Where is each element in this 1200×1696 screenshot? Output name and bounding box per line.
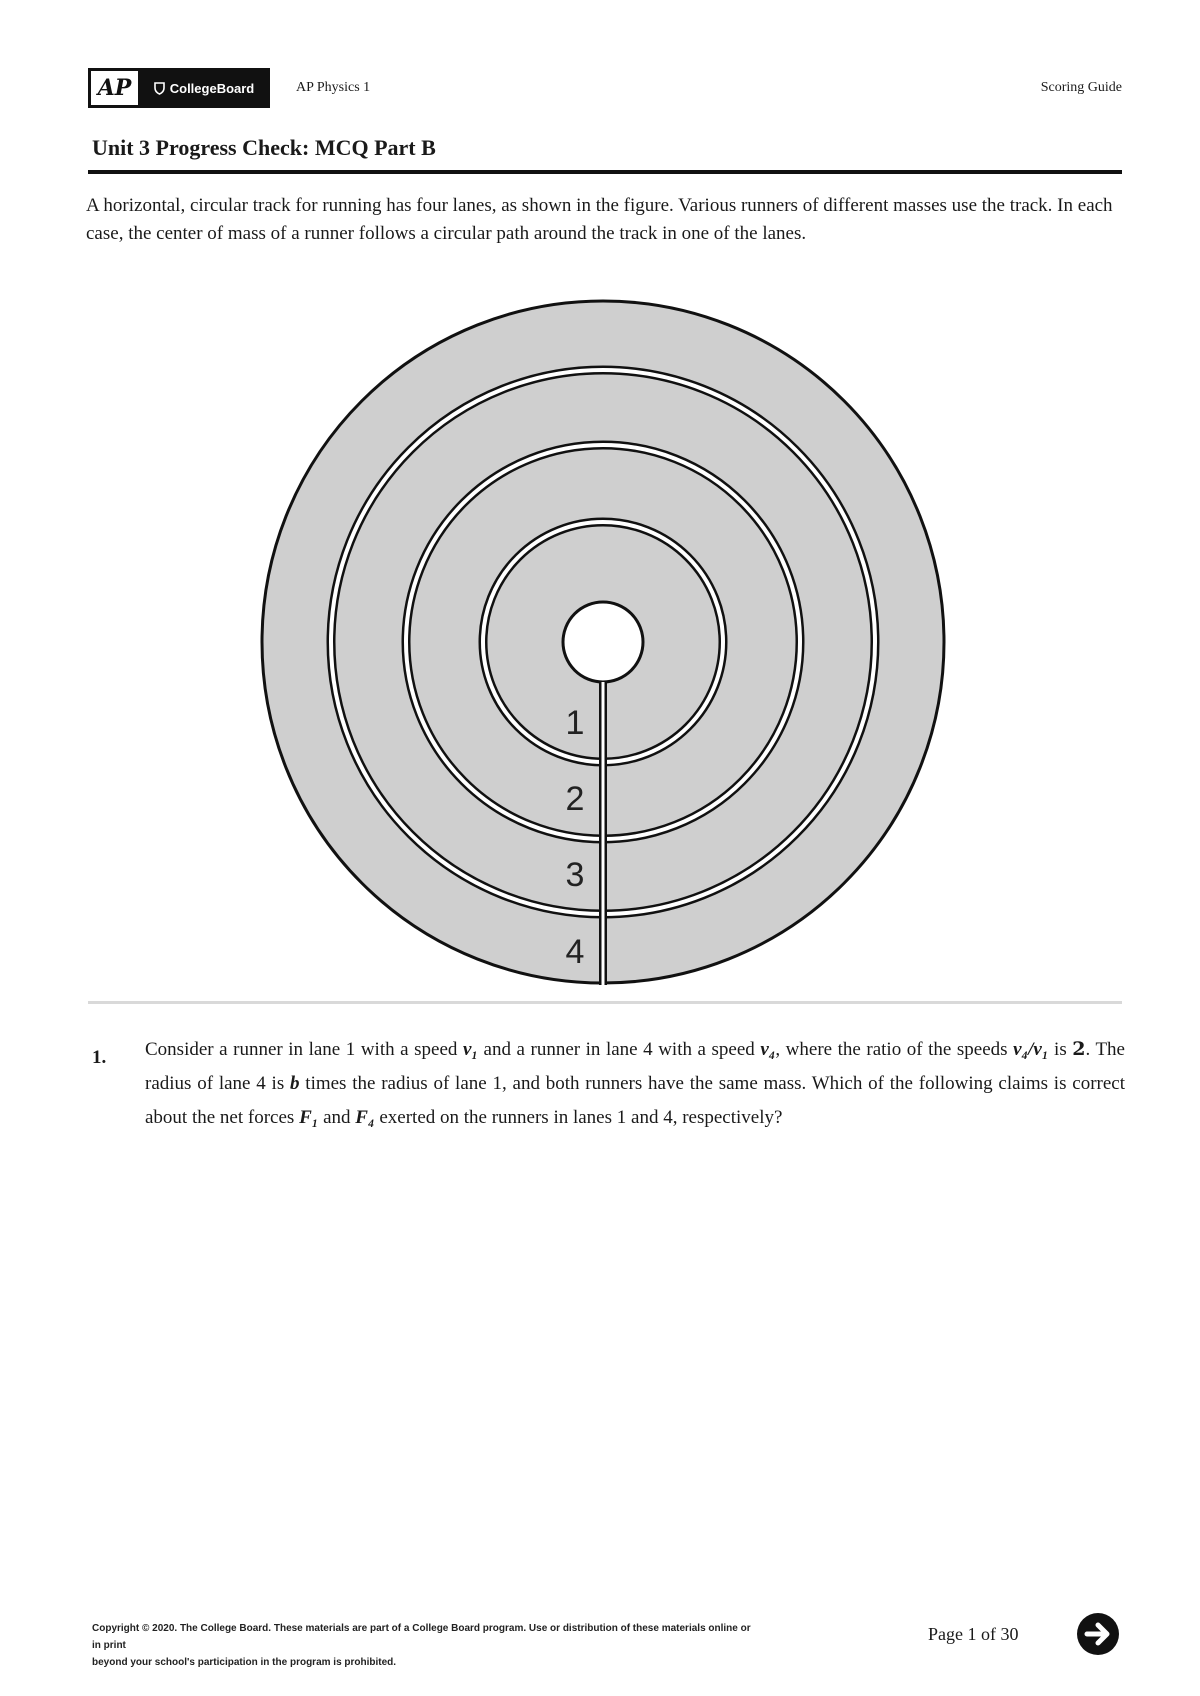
value-two: 2	[1072, 1038, 1086, 1060]
shield-icon	[154, 82, 165, 95]
question-text-part: and a runner in lane 4 with a speed	[478, 1039, 761, 1060]
title-divider	[88, 170, 1122, 174]
collegeboard-logo-text: CollegeBoard	[169, 80, 255, 96]
question-text-part: is	[1048, 1039, 1073, 1060]
track-graphic	[262, 301, 944, 985]
var-f1: F₁	[299, 1107, 319, 1128]
question-text-part: exerted on the runners in lanes 1 and 4, respectively?	[374, 1107, 783, 1128]
var-ratio: v₄/v₁	[1013, 1039, 1049, 1060]
stimulus-text: A horizontal, circular track for running has four lanes, as shown in the figure. Various runners of different masses use the track. In each case, the center of mass of a runner follows a circular path around the track in one of the lanes.	[86, 195, 1113, 244]
var-f4: F₄	[355, 1107, 375, 1128]
page-indicator: Page 1 of 30	[928, 1624, 1019, 1644]
page-header	[88, 68, 1122, 110]
lane-label-1: 1	[565, 704, 585, 742]
question-text-part: , where the ratio of the speeds	[775, 1039, 1014, 1060]
copyright-notice	[92, 1620, 752, 1671]
collegeboard-logo	[141, 71, 267, 105]
question-text-part: times the radius of lane 1, and both runners have the same mass. Which of the following claims is correct about the net forces	[145, 1073, 1125, 1128]
section-divider	[88, 1001, 1122, 1004]
question-number: 1.	[92, 1047, 107, 1068]
next-page-arrow-icon[interactable]	[1076, 1612, 1120, 1656]
ap-logo-text: AP	[91, 71, 141, 105]
lane-label-3: 3	[565, 856, 585, 894]
question-text-part: . The radius of lane 4 is	[145, 1039, 1125, 1094]
lane-label-4: 4	[565, 933, 585, 971]
question-text-part: Consider a runner in lane 1 with a speed	[145, 1039, 463, 1060]
var-v4: v₄	[760, 1039, 776, 1060]
question-text-part: and	[318, 1107, 356, 1128]
lane-label-2: 2	[565, 780, 585, 818]
ap-collegeboard-logo	[88, 68, 270, 108]
copyright-line: beyond your school's participation in the program is prohibited.	[92, 1657, 397, 1668]
copyright-line: Copyright © 2020. The College Board. These materials are part of a College Board program. Use or distribution of these materials online or in print	[92, 1623, 751, 1651]
question-text	[145, 1032, 1125, 1135]
course-name: AP Physics 1	[296, 80, 371, 95]
var-b: b	[290, 1073, 300, 1094]
var-v1: v₁	[462, 1039, 478, 1060]
scoring-guide-label: Scoring Guide	[1040, 80, 1122, 95]
page-title: Unit 3 Progress Check: MCQ Part B	[92, 135, 436, 160]
track-figure	[258, 297, 948, 987]
